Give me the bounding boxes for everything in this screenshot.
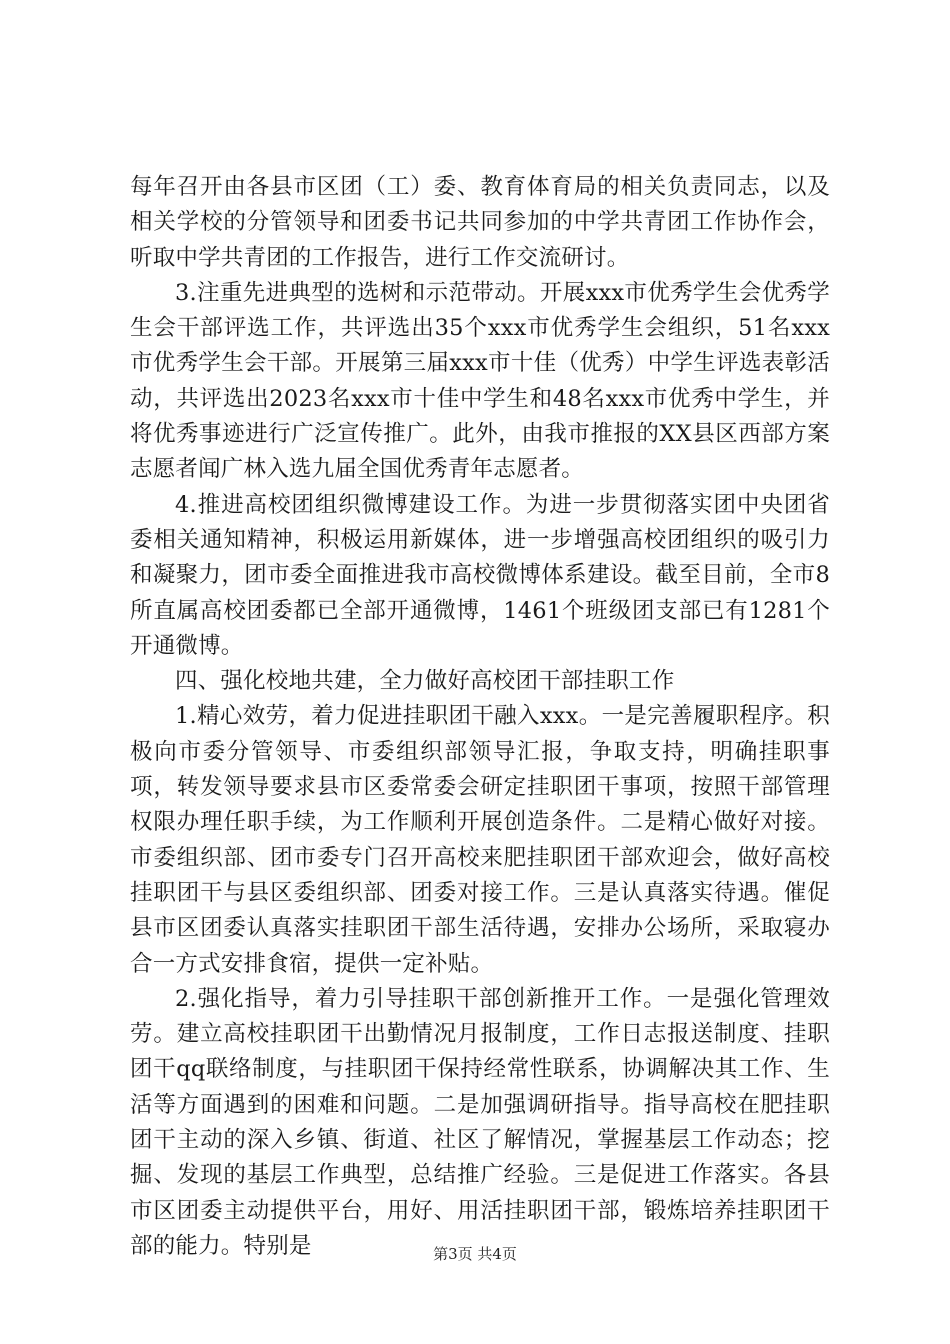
page-number-footer: 第3页 共4页 xyxy=(433,1245,517,1263)
paragraph-5: 1.精心效劳，着力促进挂职团干融入xxx。一是完善履职程序。积极向市委分管领导、市委组织部领导汇报，争取支持，明确挂职事项，转发领导要求县市区委常委会研定挂职团干事项，按照干部管理权限办理任职手续，为工作顺利开展创造条件。二是精心做好对接。市委组织部、团市委专门召开高校来肥挂职团干部欢迎会，做好高校挂职团干与县区委组织部、团委对接工作。三是认真落实待遇。催促县市区团委认真落实挂职团干部生活待遇，安排办公场所，采取寝办合一方式安排食宿，提供一定补贴。 xyxy=(130,703,830,977)
paragraph-1: 每年召开由各县市区团（工）委、教育体育局的相关负责同志，以及相关学校的分管领导和团委书记共同参加的中学共青团工作协作会，听取中学共青团的工作报告，进行工作交流研讨。 xyxy=(130,174,830,271)
section-heading: 四、强化校地共建，全力做好高校团干部挂职工作 xyxy=(175,668,675,695)
paragraph-2: 3.注重先进典型的选树和示范带动。开展xxx市优秀学生会优秀学生会干部评选工作，共评选出35个xxx市优秀学生会组织，51名xxx市优秀学生会干部。开展第三届xxx市十佳（优秀）中学生评选表彰活动，共评选出2023名xxx市十佳中学生和48名xxx市优秀中学生，并将优秀事迹进行广泛宣传推广。此外，由我市推报的XX县区西部方案志愿者闻广林入选九届全国优秀青年志愿者。 xyxy=(130,279,830,483)
paragraph-6: 2.强化指导，着力引导挂职干部创新推开工作。一是强化管理效劳。建立高校挂职团干出勤情况月报制度，工作日志报送制度、挂职团干qq联络制度，与挂职团干保持经常性联系，协调解决其工作、生活等方面遇到的困难和问题。二是加强调研指导。指导高校在肥挂职团干主动的深入乡镇、街道、社区了解情况，掌握基层工作动态；挖掘、发现的基层工作典型，总结推广经验。三是促进工作落实。各县市区团委主动提供平台，用好、用活挂职团干部，锻炼培养挂职团干部的能力。特别是 xyxy=(130,985,830,1259)
document-body xyxy=(130,170,830,1264)
paragraph-3: 4.推进高校团组织微博建设工作。为进一步贯彻落实团中央团省委相关通知精神，积极运用新媒体，进一步增强高校团组织的吸引力和凝聚力，团市委全面推进我市高校微博体系建设。截至目前，全市8所直属高校团委都已全部开通微博，1461个班级团支部已有1281个开通微博。 xyxy=(130,491,830,659)
